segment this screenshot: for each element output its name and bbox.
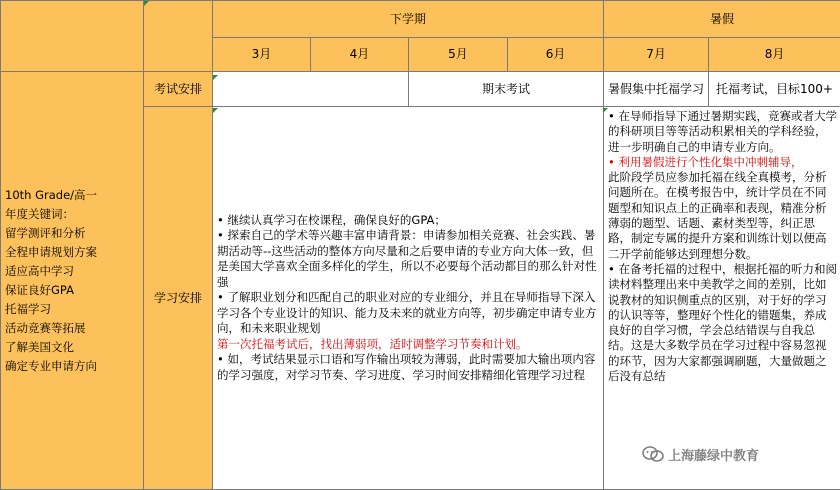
keyword-item: 了解美国文化 xyxy=(5,339,74,354)
keyword-item: 适应高中学习 xyxy=(5,263,74,278)
plan-point: • 在导师指导下通过暑期实践，竞赛或者大学的科研项目等等活动积累相关的学科经验，进一步明确自己的申请专业方向。 xyxy=(608,109,837,154)
keyword-item: 活动竞赛等拓展 xyxy=(5,320,86,335)
month-header: 7月 xyxy=(604,38,709,72)
cell-comment-marker xyxy=(144,1,149,6)
final-exam-cell: 期末考试 xyxy=(409,72,604,107)
keyword-heading: 年度关键词： xyxy=(5,206,74,221)
cell-comment-marker xyxy=(213,108,218,113)
row-label-header xyxy=(144,1,213,72)
exam-empty-cell xyxy=(213,72,409,107)
month-header: 5月 xyxy=(409,38,508,72)
summer-toefl-cell: 暑假集中托福学习 xyxy=(604,72,709,107)
month-header: 3月 xyxy=(213,38,311,72)
month-header: 8月 xyxy=(709,38,840,72)
plan-point: • 在备考托福的过程中，根据托福的听力和阅读材料整理出来中美教学之间的差别，比如说教材的知识侧重点的区别，对于好的学习的认识等等，整理好个性化的错题集，养成良好的自学习惯，学会总结错误与自我总结。这是大多数学员在学习过程中容易忽视的环节，因为大家都强调刷题，大量做题之后没有总结 xyxy=(608,261,837,384)
cell-comment-marker xyxy=(603,108,608,113)
keyword-item: 确定专业申请方向 xyxy=(5,358,97,373)
summer-header: 暑假 xyxy=(604,1,840,38)
semester-plan-cell xyxy=(213,107,604,490)
plan-highlight: • 利用暑假进行个性化集中冲刺辅导， xyxy=(608,154,803,169)
exam-row-label: 考试安排 xyxy=(144,72,213,107)
plan-highlight: 第一次托福考试后，找出薄弱项，适时调整学习节奏和计划。 xyxy=(217,336,528,351)
watermark-text: 上海藤绿中教育 xyxy=(668,448,760,464)
grade-keywords-cell xyxy=(1,72,144,490)
keyword-item: 托福学习 xyxy=(5,301,51,316)
plan-point: • 探索自己的学术等兴趣丰富申请背景：申请参加相关竞赛、社会实践、暑期活动等--这些活动的整体方向尽量和之后要申请的专业方向大体一致，但是美国大学喜欢全面多样化的学生，所以不必要每个活动都目的那么针对性强 xyxy=(217,228,597,289)
keyword-item: 保证良好GPA xyxy=(5,282,74,297)
semester-header: 下学期 xyxy=(213,1,604,38)
plan-point: • 了解职业划分和匹配自己的职业对应的专业细分，并且在导师指导下深入学习各个专业设计的知识、能力及未来的就业方向等，初步确定申请专业方向，和未来职业规划 xyxy=(217,290,597,336)
keyword-item: 留学测评和分析 xyxy=(5,225,86,240)
plan-point: 此阶段学员应参加托福在线全真模考，分析问题所在。在模考报告中，统计学员在不同题型和知识点上的正确率和表现，精准分析薄弱的题型、话题、素材类型等，纠正思路，制定专属的提升方案和训练计划以便高二开学前能够达到理想分数。 xyxy=(608,170,827,261)
cell-comment-marker xyxy=(213,75,218,80)
toefl-exam-cell: 托福考试，目标100+ xyxy=(709,72,840,107)
study-row-label: 学习安排 xyxy=(144,107,213,490)
plan-point: • 如，考试结果显示口语和写作输出项较为薄弱，此时需要加大输出项内容的学习强度，对学习节奏、学习进度、学习时间安排精细化管理学习过程 xyxy=(217,352,596,382)
grade-title: 10th Grade/高一 xyxy=(5,187,98,202)
summer-plan-cell xyxy=(604,107,840,490)
keyword-item: 全程申请规划方案 xyxy=(5,244,97,259)
month-header: 6月 xyxy=(508,38,604,72)
plan-point: • 继续认真学习在校课程，确保良好的GPA； xyxy=(217,212,446,227)
corner-cell xyxy=(1,1,144,72)
month-header: 4月 xyxy=(311,38,409,72)
